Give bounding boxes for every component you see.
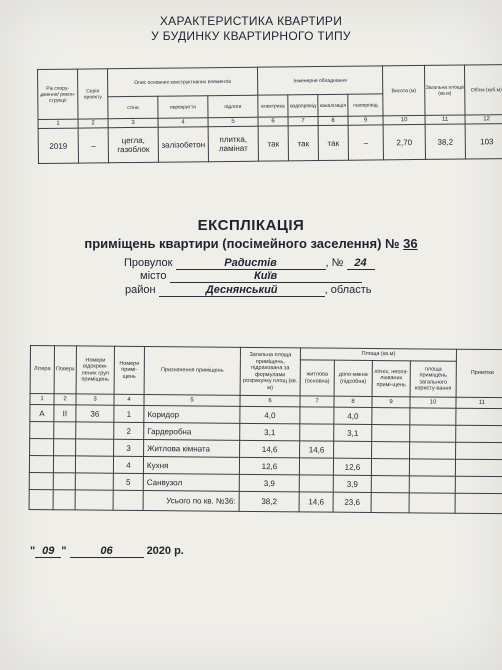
room-name: Коридор [144, 405, 240, 423]
room-total: 4,0 [240, 406, 300, 424]
room-aux: 4,0 [334, 407, 372, 424]
volume-value: 103 [465, 124, 502, 159]
room-total: 14,6 [240, 440, 300, 458]
district-value: Деснянський [159, 284, 325, 297]
height-value: 2,70 [383, 124, 425, 159]
room-number: 2 [114, 422, 144, 439]
room-living [300, 407, 334, 424]
sewer-value: так [318, 125, 348, 160]
floors-value: плитка, ламінат [208, 126, 258, 162]
apartment-number: 36 [403, 236, 418, 251]
city-value: Київ [170, 270, 362, 283]
room-aux: 3,1 [334, 424, 372, 441]
summary-label: Усього по кв. №36: [143, 490, 239, 511]
district-line [125, 284, 371, 297]
doc-title-line1: ХАРАКТЕРИСТИКА КВАРТИРИ [159, 14, 343, 28]
col-electric: електрика [258, 95, 288, 117]
room-name: Житлова кімната [144, 439, 240, 457]
explication-title: ЕКСПЛІКАЦІЯ [197, 217, 305, 234]
rooms-table [29, 345, 502, 514]
house-label: , № [325, 257, 344, 269]
room-number: 1 [114, 405, 144, 422]
col-number: 1 [38, 119, 78, 128]
street-value: Радистів [176, 257, 326, 270]
col-walls: стіни [108, 96, 158, 119]
gas-value: – [348, 125, 383, 160]
house-value: 24 [347, 257, 375, 270]
ceilings-value: залізобетон [158, 127, 208, 163]
col-number: 7 [288, 117, 318, 126]
room-aux: 3,9 [333, 475, 371, 492]
col-floors: підлоги [208, 95, 258, 118]
col-number: 6 [258, 117, 288, 126]
col-number: 12 [465, 115, 502, 124]
doc-title-line2: У БУДИНКУ КВАРТИРНОГО ТИПУ [151, 29, 351, 43]
col-number: 8 [318, 116, 348, 125]
date-month: 06 [70, 545, 144, 558]
col-number: 9 [372, 396, 410, 407]
floor-value: II [54, 405, 76, 422]
electric-value: так [258, 126, 288, 161]
col-number: 4 [114, 394, 144, 405]
water-value: так [288, 126, 318, 161]
col-number: 1 [30, 394, 54, 405]
col-number: 11 [425, 115, 465, 124]
street-line [124, 257, 375, 270]
date-day: 09 [35, 545, 61, 558]
col-aux: допо-міжна (підсобна) [334, 360, 372, 396]
col-number: 9 [348, 116, 383, 125]
room-total: 3,9 [239, 474, 299, 492]
col-height: Висота (м) [383, 65, 426, 115]
col-year: Рік спору-дження/ рекон-струкції [38, 69, 79, 119]
col-heated: площа приміщень загального користу-вання [410, 361, 456, 397]
col-volume: Об'єм (куб.м) [465, 65, 502, 115]
group-value: 36 [76, 405, 114, 422]
col-note: Примітки [456, 349, 502, 397]
col-number: 5 [144, 394, 240, 406]
col-total-area: Загальна площа (кв.м) [425, 65, 466, 115]
col-sewer: каналізація [318, 94, 348, 116]
col-ceilings: перекриття [158, 96, 208, 119]
col-floor: Поверх [54, 346, 76, 394]
col-number: 3 [76, 394, 114, 405]
room-aux [334, 441, 372, 458]
col-room-no: Номери примі-щень [114, 346, 144, 394]
room-total: 3,1 [240, 423, 300, 441]
summary-total: 38,2 [239, 491, 299, 512]
room-number: 4 [113, 456, 143, 473]
col-total: Загальна площа приміщень, підрахована за формулами розрахунку площ (кв. м) [240, 347, 300, 396]
explication-subtitle-text: приміщень квартири (посімейного заселення) № [84, 236, 400, 251]
col-number: 3 [108, 118, 158, 128]
col-gas: газопровід [348, 94, 383, 116]
col-number: 10 [383, 115, 425, 124]
room-aux: 12,6 [333, 458, 371, 475]
room-living [300, 424, 334, 441]
summary-row [29, 489, 502, 513]
col-area-group: Площа (кв.м) [300, 348, 456, 361]
col-living: житлова (основна) [300, 360, 334, 396]
room-total: 12,6 [239, 457, 299, 475]
col-number: 6 [240, 395, 300, 407]
city-label: місто [140, 270, 167, 282]
col-engineering: Інженерне обладнання [257, 66, 382, 95]
city-line [140, 270, 362, 283]
street-label: Провулок [124, 257, 173, 269]
room-number: 5 [113, 473, 143, 490]
room-number: 3 [114, 439, 144, 456]
year-value: 2019 [38, 128, 78, 163]
series-value: – [78, 128, 108, 163]
col-number: 7 [300, 396, 334, 407]
col-structural: Опис основних конструктивних елементів [108, 67, 258, 97]
col-litera: Літера [30, 346, 54, 394]
region-label: , область [324, 284, 372, 296]
col-number: 11 [456, 397, 502, 408]
total-area-value: 38,2 [425, 124, 465, 159]
summary-living: 14,6 [299, 492, 333, 512]
col-number: 8 [334, 396, 372, 407]
col-water: водопровід [288, 95, 318, 117]
characteristics-table [37, 64, 502, 164]
characteristics-row [38, 124, 502, 164]
summary-aux: 23,6 [333, 492, 371, 512]
col-number: 4 [158, 118, 208, 128]
room-name: Санвузол [143, 473, 239, 491]
litera-value: А [30, 405, 54, 422]
document-date: " 09 " 06 2020 р. [30, 545, 184, 557]
col-purpose: Призначення приміщень [144, 346, 240, 395]
col-number: 2 [54, 394, 76, 405]
room-living [299, 475, 333, 492]
room-living [299, 458, 333, 475]
date-year: 2020 р. [146, 545, 184, 557]
col-summer: літніх, неопа-люваних примі-щень [372, 360, 410, 396]
room-name: Гардеробна [144, 422, 240, 440]
col-number: 10 [410, 397, 456, 408]
col-number: 2 [78, 119, 108, 128]
room-living: 14,6 [300, 441, 334, 458]
district-label: район [125, 284, 156, 296]
col-group: Номери відокрем-лених груп приміщень [76, 346, 114, 394]
room-name: Кухня [143, 456, 239, 474]
col-number: 5 [208, 117, 258, 127]
walls-value: цегла, газоблок [108, 127, 158, 163]
explication-subtitle [0, 236, 502, 251]
col-series: Серія проекту [78, 69, 109, 119]
